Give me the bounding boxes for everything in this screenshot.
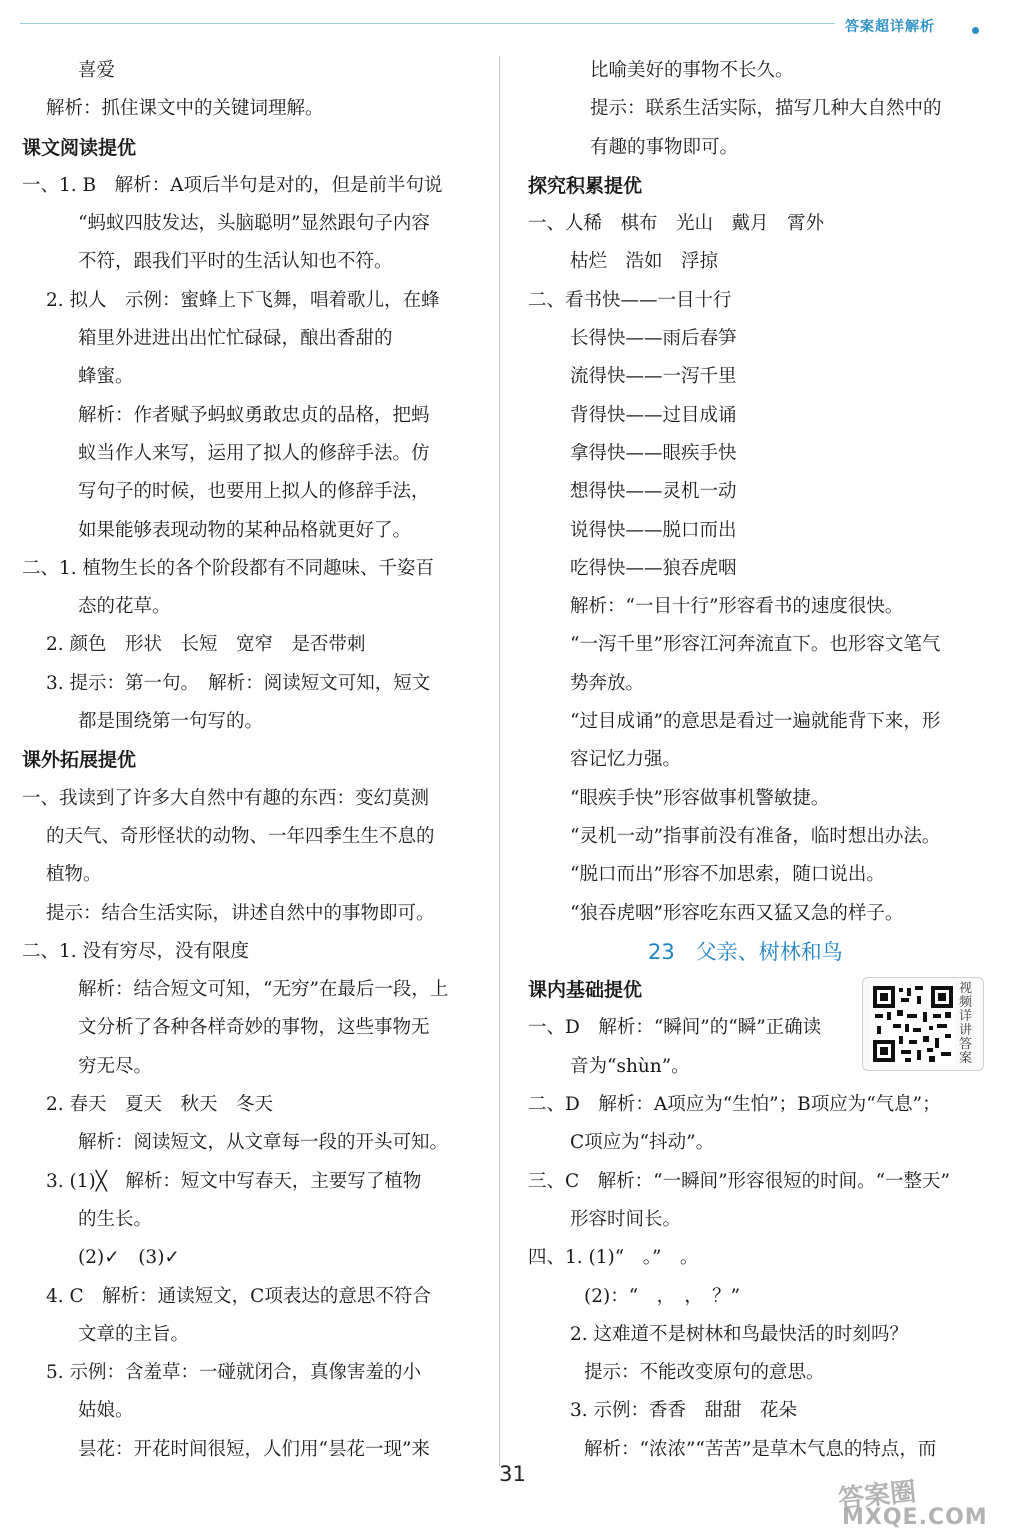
watermark-url: MXQE.COM bbox=[842, 1505, 988, 1530]
page-number: 31 bbox=[499, 1462, 526, 1486]
left-text-line: 解析：结合短文可知，“无穷”在最后一段，上 bbox=[78, 979, 449, 1001]
left-text-line: 蜂蜜。 bbox=[78, 366, 134, 388]
left-text-line: 都是围绕第一句写的。 bbox=[78, 711, 264, 733]
right-text-line: “一泻千里”形容江河奔流直下。也形容文笔气 bbox=[570, 634, 941, 656]
right-text-line: “灵机一动”指事前没有准备，临时想出办法。 bbox=[570, 825, 941, 847]
left-text-line: (2)✓ (3)✓ bbox=[78, 1247, 180, 1269]
right-text-line: 背得快——过目成诵 bbox=[570, 404, 737, 426]
right-text-line: 有趣的事物即可。 bbox=[590, 136, 739, 158]
left-text-line: 2. 颜色 形状 长短 宽窄 是否带刺 bbox=[46, 634, 366, 656]
right-text-line: “过目成诵”的意思是看过一遍就能背下来，形 bbox=[570, 711, 941, 733]
left-text-line: 3. (1)╳ 解析：短文中写春天，主要写了植物 bbox=[46, 1170, 422, 1192]
qr-code-icon bbox=[871, 984, 955, 1064]
left-text-line: 的生长。 bbox=[78, 1208, 153, 1230]
right-text-line: 流得快——一泻千里 bbox=[570, 366, 737, 388]
right-text-line: 长得快——雨后春笋 bbox=[570, 328, 737, 350]
right-section-heading: 课内基础提优 bbox=[528, 979, 643, 1002]
left-text-line: 如果能够表现动物的某种品格就更好了。 bbox=[78, 519, 412, 541]
right-section-heading: 探究积累提优 bbox=[528, 174, 643, 197]
header-label: 答案超详解析 bbox=[845, 19, 935, 35]
left-text-line: 3. 提示：第一句。 解析：阅读短文可知，短文 bbox=[46, 672, 431, 694]
qr-code-box[interactable] bbox=[862, 977, 984, 1071]
right-text-line: 想得快——灵机一动 bbox=[570, 481, 737, 503]
left-section-heading: 课文阅读提优 bbox=[22, 136, 137, 159]
left-text-line: 2. 春天 夏天 秋天 冬天 bbox=[46, 1094, 274, 1116]
left-text-line: 解析：作者赋予蚂蚁勇敢忠贞的品格，把蚂 bbox=[78, 404, 430, 426]
right-text-line: 枯烂 浩如 浮掠 bbox=[570, 251, 719, 273]
left-text-line: 二、1. 植物生长的各个阶段都有不同趣味、千姿百 bbox=[22, 557, 435, 579]
left-text-line: 一、1. B 解析：A项后半句是对的，但是前半句说 bbox=[22, 174, 443, 196]
right-text-line: 3. 示例：香香 甜甜 花朵 bbox=[570, 1400, 798, 1422]
right-text-line: C项应为“抖动”。 bbox=[570, 1132, 715, 1154]
right-text-line: 比喻美好的事物不长久。 bbox=[590, 60, 794, 81]
left-text-line: 写句子的时候，也要用上拟人的修辞手法， bbox=[78, 481, 430, 503]
left-text-line: 解析：阅读短文，从文章每一段的开头可知。 bbox=[78, 1132, 449, 1154]
left-text-line: 的天气、奇形怪状的动物、一年四季生生不息的 bbox=[46, 825, 435, 847]
right-text-line: 一、人稀 棋布 光山 戴月 霄外 bbox=[528, 213, 825, 235]
left-text-line: 昙花：开花时间很短，人们用“昙花一现”来 bbox=[78, 1438, 430, 1460]
left-text-line: 植物。 bbox=[46, 864, 102, 886]
left-text-line: 4. C 解析：通读短文，C项表达的意思不符合 bbox=[46, 1285, 431, 1307]
right-text-line: 音为“shùn”。 bbox=[570, 1055, 690, 1077]
right-text-line: 一、D 解析：“瞬间”的“瞬”正确读 bbox=[528, 1017, 822, 1039]
left-text-line: 态的花草。 bbox=[78, 596, 171, 618]
left-text-line: 箱里外进进出出忙忙碌碌，酿出香甜的 bbox=[78, 328, 393, 350]
column-divider bbox=[499, 56, 500, 1466]
right-text-line: 拿得快——眼疾手快 bbox=[570, 442, 737, 464]
left-text-line: 一、我读到了许多大自然中有趣的东西：变幻莫测 bbox=[22, 787, 430, 809]
left-text-line: 不符，跟我们平时的生活认知也不符。 bbox=[78, 251, 393, 273]
right-text-line: 势奔放。 bbox=[570, 672, 645, 694]
right-text-line: 吃得快——狼吞虎咽 bbox=[570, 557, 737, 579]
right-text-line: 三、C 解析：“一瞬间”形容很短的时间。“一整天” bbox=[528, 1170, 950, 1192]
header-rule bbox=[20, 23, 835, 24]
header-dot bbox=[972, 27, 979, 34]
right-text-line: 解析：“一目十行”形容看书的速度很快。 bbox=[570, 596, 904, 618]
right-text-line: (2)：“ ， ， ？” bbox=[584, 1285, 741, 1307]
left-text-line: 姑娘。 bbox=[78, 1400, 134, 1422]
right-text-line: 2. 这难道不是树林和鸟最快活的时刻吗？ bbox=[570, 1323, 909, 1345]
right-text-line: 提示：不能改变原句的意思。 bbox=[584, 1362, 825, 1384]
right-text-line: 容记忆力强。 bbox=[570, 749, 682, 771]
right-text-line: “眼疾手快”形容做事机警敏捷。 bbox=[570, 787, 830, 809]
left-column bbox=[22, 52, 492, 1469]
right-text-line: 四、1. (1)“ 。” 。 bbox=[528, 1247, 699, 1269]
left-text-line: 文分析了各种各样奇妙的事物，这些事物无 bbox=[78, 1017, 430, 1039]
left-text-line: “蚂蚁四肢发达，头脑聪明”显然跟句子内容 bbox=[78, 213, 430, 235]
watermark-logo: 答案圈 bbox=[836, 1476, 918, 1515]
left-text-line: 2. 拟人 示例：蜜蜂上下飞舞，唱着歌儿，在蜂 bbox=[46, 289, 440, 311]
left-text-line: 解析：抓住课文中的关键词理解。 bbox=[46, 98, 324, 120]
left-text-line: 5. 示例：含羞草：一碰就闭合，真像害羞的小 bbox=[46, 1362, 422, 1384]
left-text-line: 穷无尽。 bbox=[78, 1055, 153, 1077]
right-chapter-title: 23 父亲、树林和鸟 bbox=[648, 939, 843, 964]
left-text-line: 提示：结合生活实际，讲述自然中的事物即可。 bbox=[46, 902, 435, 924]
left-text-line: 蚁当作人来写，运用了拟人的修辞手法。仿 bbox=[78, 442, 430, 464]
right-text-line: 说得快——脱口而出 bbox=[570, 519, 737, 541]
right-text-line: 二、看书快——一目十行 bbox=[528, 289, 732, 311]
qr-caption: 视频详讲答案 bbox=[959, 981, 973, 1066]
right-text-line: “脱口而出”形容不加思索，随口说出。 bbox=[570, 864, 885, 886]
right-text-line: 提示：联系生活实际，描写几种大自然中的 bbox=[590, 98, 942, 120]
right-text-line: 二、D 解析：A项应为“生怕”；B项应为“气息”； bbox=[528, 1094, 941, 1116]
right-text-line: 形容时间长。 bbox=[570, 1208, 682, 1230]
right-column bbox=[528, 52, 993, 1469]
left-text-line: 喜爱 bbox=[78, 60, 116, 81]
right-text-line: 解析：“浓浓”“苦苦”是草木气息的特点，而 bbox=[584, 1438, 937, 1460]
left-text-line: 文章的主旨。 bbox=[78, 1323, 190, 1345]
right-text-line: “狼吞虎咽”形容吃东西又猛又急的样子。 bbox=[570, 902, 904, 924]
left-text-line: 二、1. 没有穷尽，没有限度 bbox=[22, 940, 250, 962]
left-section-heading: 课外拓展提优 bbox=[22, 749, 137, 772]
